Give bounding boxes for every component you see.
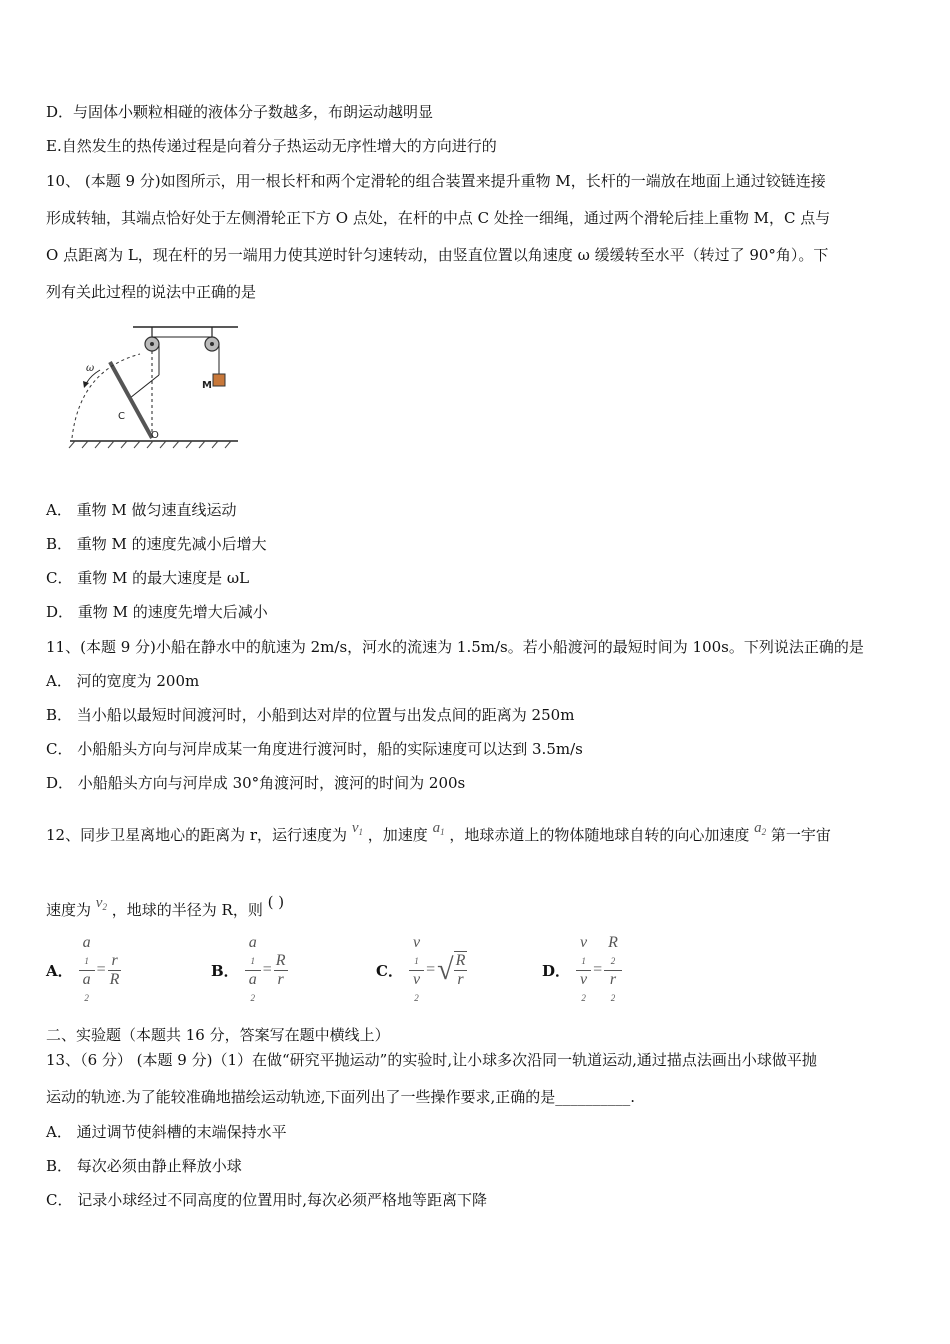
- q11-option-c: C． 小船船头方向与河岸成某一角度进行渡河时，船的实际速度可以达到 3.5m/s: [46, 740, 583, 758]
- q12-option-b: B． a 1 a 2 = $\frac{R}{r}$: [211, 933, 286, 1003]
- q13-stem-line1: 13、（6 分） (本题 9 分)（1）在做“研究平抛运动”的实验时,让小球多次沿同一轨道运动,通过描点法画出小球做平抛: [46, 1051, 817, 1069]
- q13-option-b: B． 每次必须由静止释放小球: [46, 1157, 242, 1175]
- q13-stem-line2: 运动的轨迹.为了能较准确地描绘运动轨迹,下面列出了一些操作要求,正确的是__________.: [46, 1088, 636, 1106]
- q10-stem-line2: 形成转轴，其端点恰好处于左侧滑轮正下方 O 点处，在杆的中点 C 处拴一细绳，通过两个滑轮后挂上重物 M，C 点与: [46, 209, 831, 227]
- q11-option-d: D． 小船船头方向与河岸成 30°角渡河时，渡河的时间为 200s: [46, 774, 466, 792]
- q13-option-a: A． 通过调节使斜槽的末端保持水平: [46, 1123, 287, 1141]
- q11-option-b: B． 当小船以最短时间渡河时，小船到达对岸的位置与出发点间的距离为 250m: [46, 706, 575, 724]
- q10-stem-line3: O 点距离为 L，现在杆的另一端用力使其逆时针匀速转动，由竖直位置以角速度 ω 缓缓转至水平（转过了 90°角）。下: [46, 246, 829, 264]
- q10-option-c: C． 重物 M 的最大速度是 ωL: [46, 569, 250, 587]
- point-c-label: C: [118, 411, 125, 422]
- q12-option-d: D． v 1 v 2 = R 2 r 2: [542, 940, 622, 1000]
- mass-label: M: [202, 380, 212, 391]
- q10-stem-line1: 10、 (本题 9 分)如图所示，用一根长杆和两个定滑轮的组合装置来提升重物 M，长杆的一端放在地面上通过铰链连接: [46, 172, 826, 190]
- q9-option-e: E.自然发生的热传递过程是向着分子热运动无序性增大的方向进行的: [46, 137, 497, 155]
- q10-option-a: A． 重物 M 做匀速直线运动: [46, 501, 237, 519]
- section2-title: 二、实验题（本题共 16 分，答案写在题中横线上）: [46, 1026, 390, 1044]
- q12-option-a: A． a 1 a 2 = $\frac{r}{R}$: [46, 933, 120, 1003]
- q11-stem: 11、(本题 9 分)小船在静水中的航速为 2m/s，河水的流速为 1.5m/s。若小船渡河的最短时间为 100s。下列说法正确的是: [46, 638, 864, 656]
- omega-label: ω: [86, 363, 95, 374]
- q10-stem-line4: 列有关此过程的说法中正确的是: [46, 283, 257, 301]
- q12-stem-line1: 12、同步卫星离地心的距离为 r，运行速度为 $v_1$ ，加速度 $a_1$ ，地球赤道上的物体随地球自转的向心加速度 $a_2$ 第一宇宙: [46, 820, 831, 844]
- q10-option-b: B． 重物 M 的速度先减小后增大: [46, 535, 267, 553]
- q11-option-a: A． 河的宽度为 200m: [46, 672, 200, 690]
- q10-option-d: D． 重物 M 的速度先增大后减小: [46, 603, 268, 621]
- q9-option-d: D．与固体小颗粒相碰的液体分子数越多，布朗运动越明显: [46, 103, 434, 121]
- q12-options: [46, 933, 746, 1003]
- q12-stem-line2: 速度为 $v_2$ ，地球的半径为 R，则 ( ): [46, 893, 285, 919]
- q12-option-c: C． v 1 v 2 = √ $\frac{R}{r}$: [376, 933, 466, 1003]
- point-o-label: O: [151, 430, 159, 441]
- q13-option-c: C． 记录小球经过不同高度的位置用时,每次必须严格地等距离下降: [46, 1191, 488, 1209]
- q10-figure: [60, 320, 250, 450]
